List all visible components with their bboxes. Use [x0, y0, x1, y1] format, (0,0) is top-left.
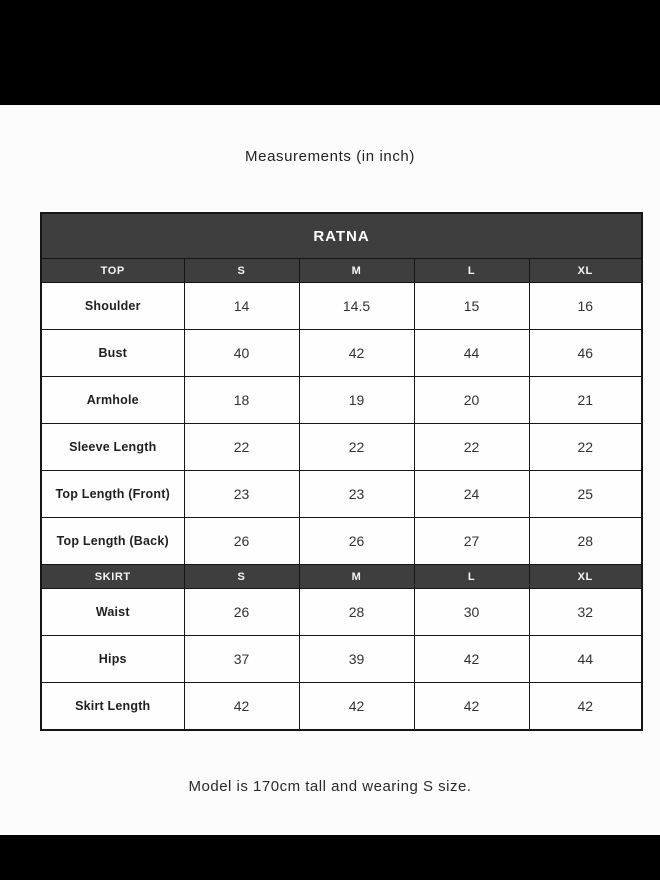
cell-value: 44 — [529, 636, 642, 683]
row-label: Top Length (Back) — [41, 518, 184, 565]
top-black-band — [0, 0, 660, 105]
table-row — [41, 518, 642, 565]
size-column-header: XL — [529, 259, 642, 283]
cell-value: 23 — [184, 471, 299, 518]
row-label: Shoulder — [41, 283, 184, 330]
cell-value: 14.5 — [299, 283, 414, 330]
cell-value: 42 — [299, 330, 414, 377]
bottom-black-band — [0, 835, 660, 880]
size-column-header: M — [299, 259, 414, 283]
table-row — [41, 636, 642, 683]
cell-value: 42 — [529, 683, 642, 731]
size-column-header: L — [414, 565, 529, 589]
table-row — [41, 330, 642, 377]
cell-value: 39 — [299, 636, 414, 683]
cell-value: 22 — [299, 424, 414, 471]
section-header-row — [41, 565, 642, 589]
table-title-row — [41, 213, 642, 259]
cell-value: 28 — [529, 518, 642, 565]
cell-value: 37 — [184, 636, 299, 683]
size-column-header: S — [184, 565, 299, 589]
cell-value: 23 — [299, 471, 414, 518]
cell-value: 22 — [529, 424, 642, 471]
cell-value: 30 — [414, 589, 529, 636]
table-row — [41, 589, 642, 636]
table-row — [41, 683, 642, 731]
cell-value: 28 — [299, 589, 414, 636]
cell-value: 26 — [299, 518, 414, 565]
row-label: Waist — [41, 589, 184, 636]
row-label: Top Length (Front) — [41, 471, 184, 518]
cell-value: 42 — [414, 683, 529, 731]
measurements-table — [40, 212, 643, 731]
cell-value: 19 — [299, 377, 414, 424]
cell-value: 24 — [414, 471, 529, 518]
cell-value: 14 — [184, 283, 299, 330]
section-name: TOP — [41, 259, 184, 283]
section-name: SKIRT — [41, 565, 184, 589]
cell-value: 42 — [414, 636, 529, 683]
table-row — [41, 377, 642, 424]
table-title: RATNA — [41, 213, 642, 259]
row-label: Sleeve Length — [41, 424, 184, 471]
cell-value: 46 — [529, 330, 642, 377]
page-title: Measurements (in inch) — [245, 148, 415, 165]
size-column-header: XL — [529, 565, 642, 589]
size-column-header: S — [184, 259, 299, 283]
cell-value: 22 — [184, 424, 299, 471]
row-label: Hips — [41, 636, 184, 683]
cell-value: 32 — [529, 589, 642, 636]
cell-value: 42 — [184, 683, 299, 731]
table-row — [41, 283, 642, 330]
cell-value: 15 — [414, 283, 529, 330]
cell-value: 26 — [184, 518, 299, 565]
cell-value: 16 — [529, 283, 642, 330]
cell-value: 22 — [414, 424, 529, 471]
table-row — [41, 424, 642, 471]
cell-value: 25 — [529, 471, 642, 518]
cell-value: 42 — [299, 683, 414, 731]
cell-value: 18 — [184, 377, 299, 424]
cell-value: 40 — [184, 330, 299, 377]
row-label: Bust — [41, 330, 184, 377]
size-column-header: M — [299, 565, 414, 589]
cell-value: 20 — [414, 377, 529, 424]
row-label: Skirt Length — [41, 683, 184, 731]
section-header-row — [41, 259, 642, 283]
size-column-header: L — [414, 259, 529, 283]
model-size-note: Model is 170cm tall and wearing S size. — [188, 778, 472, 795]
table-row — [41, 471, 642, 518]
cell-value: 44 — [414, 330, 529, 377]
cell-value: 21 — [529, 377, 642, 424]
row-label: Armhole — [41, 377, 184, 424]
cell-value: 27 — [414, 518, 529, 565]
cell-value: 26 — [184, 589, 299, 636]
measurements-table-body — [41, 213, 642, 730]
